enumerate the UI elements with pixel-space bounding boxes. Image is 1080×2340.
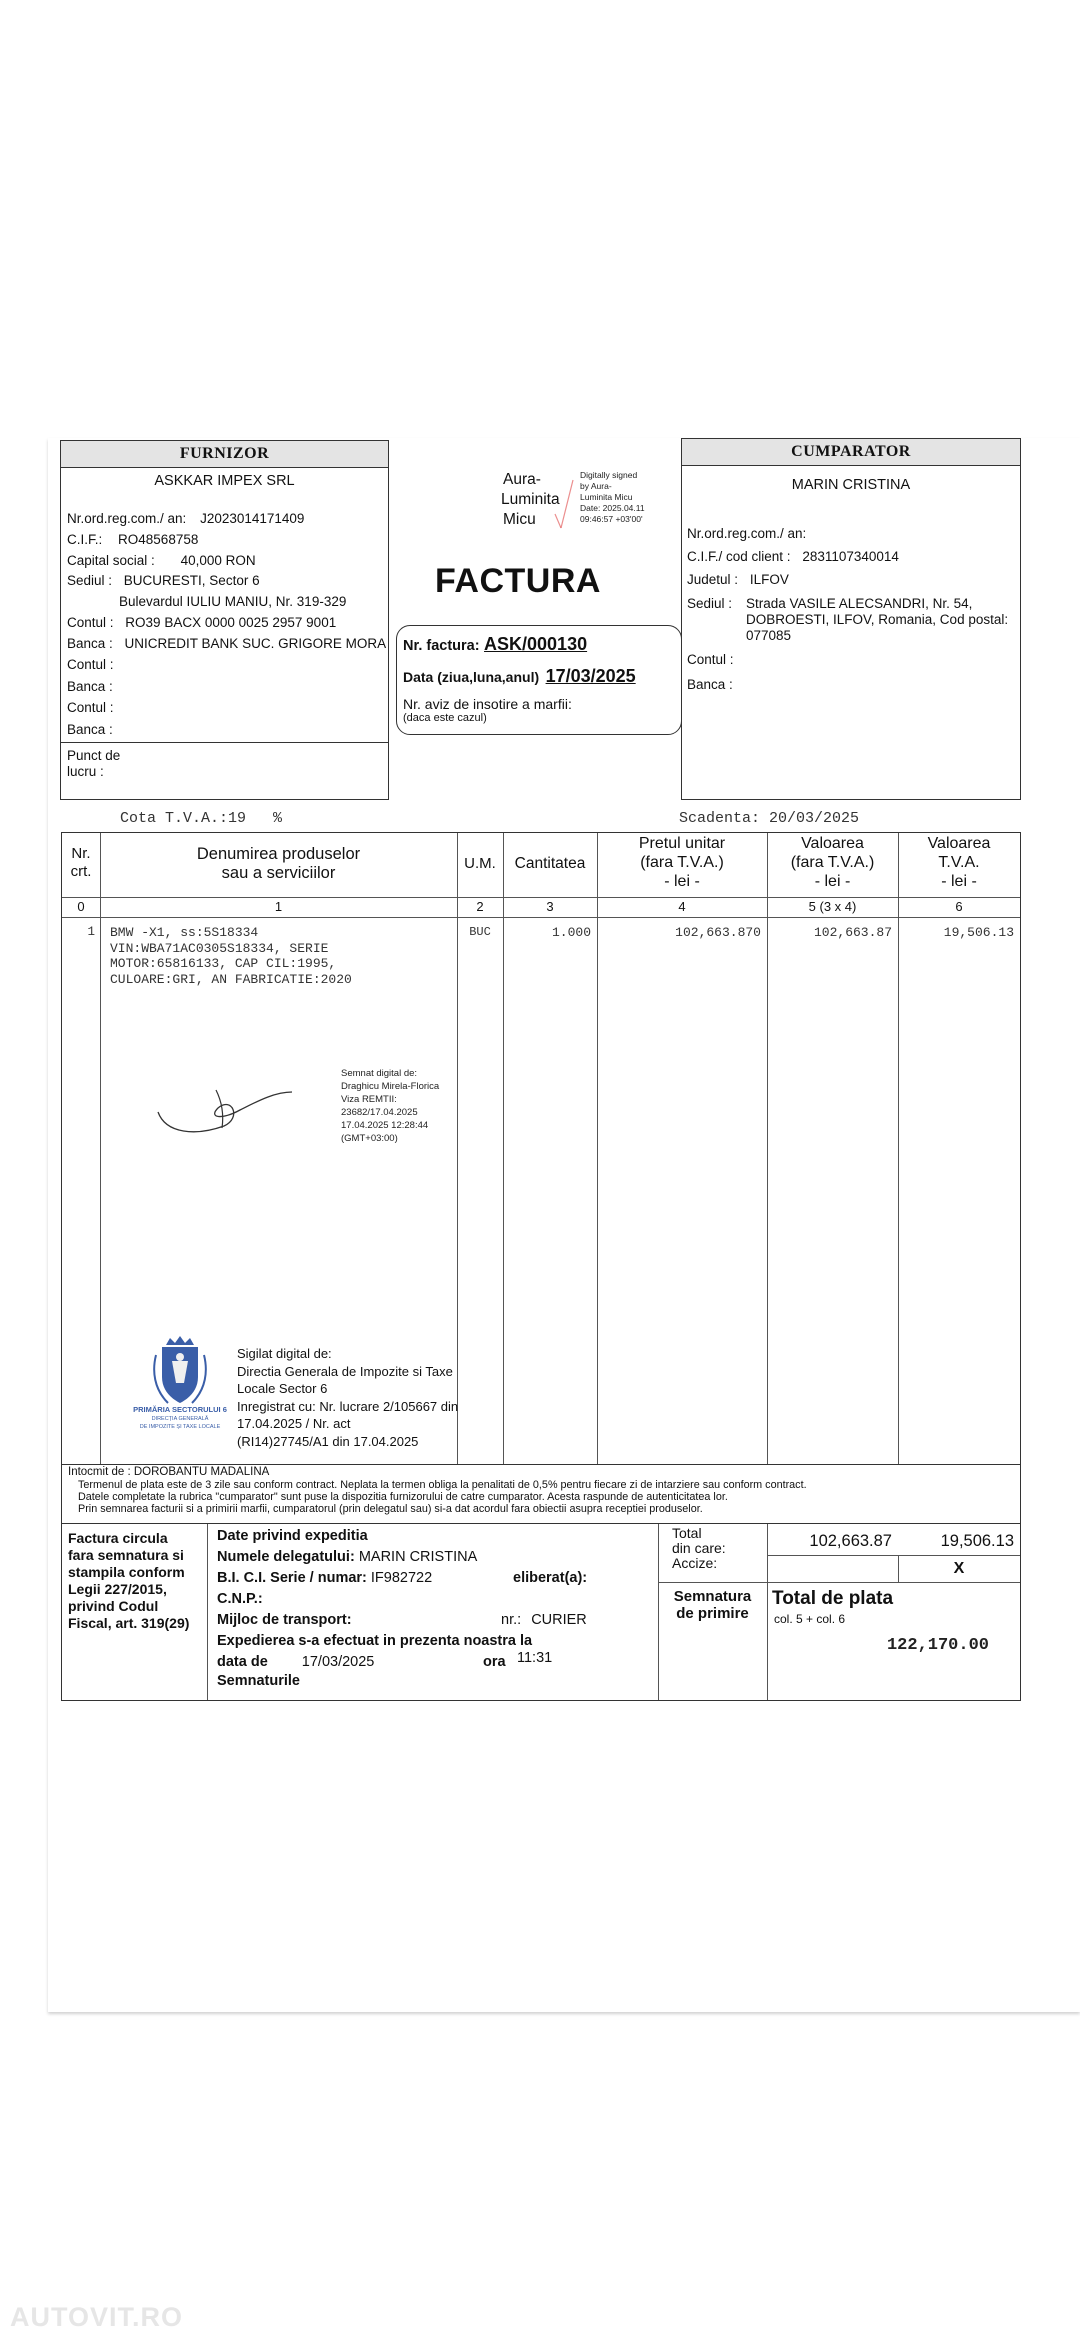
semnat-digital — [341, 1067, 439, 1145]
cumparator-box — [681, 438, 1021, 800]
h-pret-1: Pretul unitar — [638, 835, 726, 852]
desc-line-4: CULOARE:GRI, AN FABRICATIE:2020 — [110, 971, 352, 987]
h-pret-2: (fara T.V.A.) — [640, 854, 724, 871]
exped-line: Expedierea s-a efectuat in prezenta noastra la — [217, 1633, 533, 1649]
cnp-label: C.N.P.: — [217, 1591, 263, 1607]
col-tva-header — [898, 834, 1020, 891]
data-value: 17/03/2025 — [545, 666, 636, 686]
row-um: BUC — [469, 925, 491, 939]
cif-label: C.I.F.: — [67, 532, 103, 547]
desc-line-1: BMW -X1, ss:5S18334 — [110, 925, 259, 940]
total-label-1: Total — [672, 1525, 702, 1541]
col-pret-header — [597, 834, 767, 891]
semn-primire-2: de primire — [676, 1605, 749, 1622]
row-tva: 19,506.13 — [943, 925, 1014, 940]
exp-data-label: data de — [217, 1654, 268, 1670]
accize-label: Accize: — [672, 1555, 718, 1571]
idx-6: 6 — [955, 899, 963, 914]
col-val-header — [767, 834, 898, 891]
judet-value: ILFOV — [749, 572, 789, 587]
sig-small-3: Luminita Micu — [580, 492, 633, 502]
punct-label-2: lucru : — [67, 764, 104, 779]
h-den-2: sau a serviciilor — [221, 864, 336, 882]
cump-cont-label: Contul : — [687, 652, 734, 667]
total-label-2: din care: — [672, 1540, 726, 1556]
signer-name-3: Micu — [503, 511, 536, 528]
page-title: FACTURA — [435, 562, 601, 600]
col-den-header — [100, 845, 457, 883]
banca3-label: Banca : — [67, 722, 113, 737]
sig-small-5: 09:46:57 +03'00' — [580, 514, 643, 524]
legal-2: fara semnatura si — [68, 1547, 184, 1563]
nr-value: CURIER — [531, 1612, 587, 1628]
footer-box — [61, 1523, 1021, 1701]
total-tva: 19,506.13 — [940, 1532, 1014, 1550]
cump-cif-label: C.I.F./ cod client : — [687, 549, 791, 564]
desc-line-3: MOTOR:65816133, CAP CIL:1995, — [110, 956, 337, 971]
terms-box — [61, 1464, 1021, 1524]
banca-value: UNICREDIT BANK SUC. GRIGORE MORA — [124, 636, 387, 651]
legal-3: stampila conform — [68, 1564, 185, 1580]
sediu-line1: BUCURESTI, Sector 6 — [123, 573, 260, 588]
nr-factura-value: ASK/000130 — [484, 634, 588, 654]
semnaturile: Semnaturile — [217, 1673, 300, 1689]
accize-x: X — [953, 1560, 965, 1577]
seal-line-3: DE IMPOZITE ȘI TAXE LOCALE — [139, 1424, 221, 1430]
h-tva-2: T.V.A. — [938, 854, 980, 871]
col-um-header: U.M. — [464, 855, 496, 872]
cump-sediu-line1: Strada VASILE ALECSANDRI, Nr. 54, — [746, 596, 973, 611]
items-table — [61, 832, 1021, 1465]
semn-primire-1: Semnatura — [673, 1588, 752, 1605]
semnat-l3: Viza REMTII: — [341, 1094, 397, 1105]
sediu-line2: Bulevardul IULIU MANIU, Nr. 319-329 — [119, 594, 347, 609]
semnat-l2: Draghicu Mirela-Florica — [341, 1081, 440, 1092]
idx-2: 2 — [476, 899, 484, 914]
idx-3: 3 — [546, 899, 554, 914]
cumparator-name: MARIN CRISTINA — [791, 477, 911, 493]
sig-small-2: by Aura- — [580, 481, 612, 491]
furnizor-cif — [67, 532, 198, 548]
furnizor-sediu — [67, 573, 260, 589]
row-cant: 1.000 — [551, 925, 591, 940]
legal-4: Legii 227/2015, — [68, 1581, 167, 1597]
total-plata-label: Total de plata — [772, 1588, 894, 1609]
terms-text — [78, 1479, 807, 1515]
semnat-l5: 17.04.2025 12:28:44 — [341, 1120, 429, 1131]
nr-factura-label: Nr. factura: — [403, 638, 480, 654]
cump-cif-value: 2831107340014 — [802, 549, 899, 564]
sediu-label: Sediul : — [67, 573, 113, 588]
idx-1: 1 — [274, 899, 283, 914]
coat-of-arms-icon — [122, 1333, 238, 1413]
idx-5: 5 (3 x 4) — [808, 899, 857, 914]
expeditie — [217, 1526, 657, 1689]
cont-label: Contul : — [67, 615, 114, 630]
cont3-label: Contul : — [67, 700, 114, 715]
judet-label: Judetul : — [687, 572, 739, 587]
h-nr-1: Nr. — [71, 845, 91, 862]
bi-label: B.I. C.I. Serie / numar: — [217, 1570, 367, 1586]
bi-value: IF982722 — [370, 1570, 433, 1586]
furnizor-header: FURNIZOR — [61, 441, 388, 468]
total-plata-note: col. 5 + col. 6 — [774, 1612, 846, 1626]
aviz-label: Nr. aviz de insotire a marfii: — [403, 696, 572, 712]
furnizor-box — [60, 440, 389, 800]
semnatura-primire — [658, 1588, 767, 1622]
row-pret: 102,663.870 — [675, 925, 761, 940]
total-labels — [672, 1526, 726, 1571]
total-val: 102,663.87 — [809, 1532, 892, 1550]
idx-4: 4 — [678, 899, 686, 914]
row-val: 102,663.87 — [813, 925, 892, 940]
sigilat-l2: Directia Generala de Impozite si Taxe — [237, 1363, 453, 1379]
h-val-2: (fara T.V.A.) — [790, 854, 875, 871]
semnat-l1: Semnat digital de: — [341, 1068, 418, 1079]
data-label: Data (ziua,luna,anul) — [403, 669, 540, 685]
reg-value: J2023014171409 — [200, 511, 305, 526]
legal-1: Factura circula — [68, 1530, 168, 1546]
capital-value: 40,000 RON — [180, 553, 256, 568]
nr-label: nr.: — [501, 1612, 522, 1628]
furnizor-reg — [67, 511, 304, 527]
furnizor-capital — [67, 553, 256, 569]
sigilat-l3: Locale Sector 6 — [237, 1381, 328, 1396]
eliberat-label: eliberat(a): — [513, 1570, 588, 1586]
signature-check-icon — [551, 474, 581, 540]
handwritten-signature — [152, 1070, 302, 1150]
ora-label: ora — [483, 1654, 506, 1670]
digital-signature-top — [501, 470, 661, 540]
sector6-seal — [122, 1333, 238, 1441]
h-val-3: - lei - — [814, 873, 851, 890]
exp-data-value: 17/03/2025 — [301, 1654, 375, 1670]
cumparator-cif — [687, 549, 899, 565]
sigilat-l1: Sigilat digital de: — [237, 1346, 332, 1361]
cump-sediu-line3: 077085 — [746, 628, 792, 643]
deleg-label: Numele delegatului: — [217, 1549, 355, 1565]
cump-sediu-line2: DOBROESTI, ILFOV, Romania, Cod postal: — [746, 612, 1009, 627]
furnizor-cont — [67, 615, 336, 631]
h-nr-2: crt. — [70, 863, 92, 880]
capital-label: Capital social : — [67, 553, 155, 568]
sig-small-4: Date: 2025.04.11 — [580, 503, 645, 513]
idx-0: 0 — [77, 899, 85, 914]
cota-tva: Cota T.V.A.:19 % — [120, 810, 283, 827]
sigilat-l6: (RI14)27745/A1 din 17.04.2025 — [237, 1433, 419, 1449]
signer-name-2: Luminita — [501, 491, 560, 508]
col-nr-header — [62, 845, 100, 881]
terms-line-1: Termenul de plata este de 3 zile sau conform contract. Neplata la termen obliga la penalitati de 0,5% pentru fiecare zi de intarziere sau conform contract. — [78, 1479, 807, 1491]
h-den-1: Denumirea produselor — [196, 845, 361, 863]
invoice-page — [48, 438, 1080, 2012]
scadenta: Scadenta: 20/03/2025 — [679, 810, 860, 827]
cont-value: RO39 BACX 0000 0025 2957 9001 — [125, 615, 337, 630]
cumparator-judet — [687, 572, 789, 588]
h-pret-3: - lei - — [664, 873, 700, 890]
banca2-label: Banca : — [67, 679, 113, 694]
transport-nr — [501, 1610, 587, 1631]
row-description — [110, 925, 352, 987]
seal-line-1: PRIMĂRIA SECTORULUI 6 — [133, 1405, 227, 1414]
signer-name-1: Aura- — [503, 471, 541, 488]
aviz-note: (daca este cazul) — [403, 712, 487, 724]
cump-reg-label: Nr.ord.reg.com./ an: — [687, 526, 807, 541]
deleg-value: MARIN CRISTINA — [358, 1549, 478, 1565]
sigilat-digital — [237, 1345, 458, 1450]
reg-label: Nr.ord.reg.com./ an: — [67, 511, 187, 526]
intocmit: Intocmit de : DOROBANTU MADALINA — [68, 1466, 270, 1478]
legal-note — [68, 1530, 189, 1632]
mijloc-label: Mijloc de transport: — [217, 1612, 352, 1628]
seal-line-2: DIRECȚIA GENERALĂ — [151, 1416, 209, 1422]
semnat-l4: 23682/17.04.2025 — [341, 1107, 418, 1118]
furnizor-banca — [67, 636, 386, 652]
sigilat-l4: Inregistrat cu: Nr. lucrare 2/105667 din — [237, 1398, 459, 1414]
watermark-logo: AUTOVIT.RO — [10, 2302, 184, 2332]
cump-sediu-label: Sediul : — [687, 596, 733, 611]
h-tva-3: - lei - — [941, 873, 977, 890]
h-val-1: Valoarea — [801, 835, 864, 852]
ora-value: 11:31 — [517, 1650, 553, 1666]
exp-title: Date privind expeditia — [217, 1528, 368, 1544]
terms-line-3: Prin semnarea facturii si a primirii marfii, cumparatorul (prin delegatul sau) si-a dat acordul fara obiectii asupra receptiei produselor. — [78, 1503, 703, 1515]
row-nr: 1 — [87, 925, 95, 939]
punct-label-1: Punct de — [67, 748, 121, 763]
total-plata-value: 122,170.00 — [886, 1636, 989, 1655]
legal-6: Fiscal, art. 319(29) — [68, 1615, 190, 1631]
banca-label: Banca : — [67, 636, 113, 651]
cumparator-header: CUMPARATOR — [682, 439, 1020, 466]
col-cant-header: Cantitatea — [514, 855, 586, 872]
sig-small-1: Digitally signed — [580, 470, 638, 480]
furnizor-name: ASKKAR IMPEX SRL — [154, 473, 295, 489]
desc-line-2: VIN:WBA71AC0305S18334, SERIE — [110, 940, 329, 956]
semnat-l6: (GMT+03:00) — [341, 1133, 398, 1144]
cump-banca-label: Banca : — [687, 677, 733, 692]
h-tva-1: Valoarea — [927, 835, 991, 852]
legal-5: privind Codul — [68, 1598, 159, 1614]
sigilat-l5: 17.04.2025 / Nr. act — [237, 1416, 351, 1431]
cont2-label: Contul : — [67, 657, 114, 672]
terms-line-2: Datele completate la rubrica "cumparator" sunt puse la dispozitia furnizorului de catre cumparator. Acesta raspunde de autenticitatea lor. — [78, 1491, 728, 1503]
invoice-number-box — [396, 625, 682, 735]
cif-value: RO48568758 — [118, 532, 199, 547]
